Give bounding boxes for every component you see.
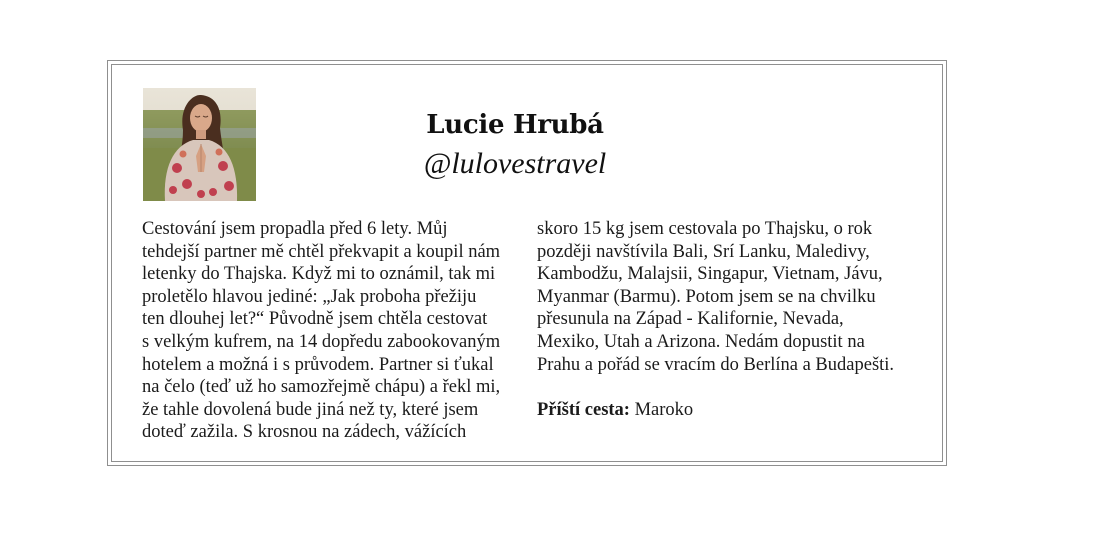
next-trip [537, 399, 894, 422]
text-line: tehdejší partner mě chtěl překvapit a koupil nám [142, 241, 501, 262]
text-line: letenky do Thajska. Když mi to oznámil, tak mi [142, 264, 496, 285]
author-handle[interactable]: @lulovestravel [423, 147, 607, 180]
text-line: skoro 15 kg jsem cestovala po Thajsku, o rok [537, 219, 873, 239]
woman-meditating-photo [143, 88, 256, 201]
author-card-inner-border [111, 64, 943, 462]
text-line: s velkým kufrem, na 14 dopředu zabookovaným [142, 331, 501, 352]
text-line: hotelem a možná i s průvodem. Partner si ťukal [142, 354, 494, 375]
text-line: Mexiko, Utah a Arizona. Nedám dopustit na [537, 331, 865, 352]
text-line: Kambodžu, Malajsii, Singapur, Vietnam, Jávu, [537, 264, 883, 285]
text-line: přesunula na Západ - Kalifornie, Nevada, [537, 309, 844, 330]
text-line: později navštívila Bali, Srí Lanku, Maledivy, [537, 241, 870, 262]
text-line: Cestování jsem propadla před 6 lety. Můj [142, 219, 448, 239]
text-line: Myanmar (Barmu). Potom jsem se na chvilku [537, 286, 876, 307]
text-line: proletělo hlavou jediné: „Jak proboha přežiju [142, 286, 477, 307]
paragraph-gap [537, 376, 894, 399]
author-photo [143, 88, 256, 201]
text-line: že tahle dovolená bude jiná než ty, které jsem [142, 399, 479, 420]
text-line: ten dlouhej let?“ Původně jsem chtěla cestovat [142, 309, 488, 330]
article-column-right [537, 218, 894, 421]
text-line: Prahu a pořád se vracím do Berlína a Budapešti. [537, 354, 895, 375]
next-trip-value: Maroko [634, 399, 694, 420]
text-line: doteď zažila. S krosnou na zádech, vážících [142, 422, 467, 443]
text-line: na čelo (teď už ho samozřejmě chápu) a řekl mi, [142, 377, 501, 398]
next-trip-label: Příští cesta: [537, 399, 630, 420]
author-card [107, 60, 947, 466]
article-column-left [142, 218, 500, 444]
author-name: Lucie Hrubá [426, 110, 604, 140]
